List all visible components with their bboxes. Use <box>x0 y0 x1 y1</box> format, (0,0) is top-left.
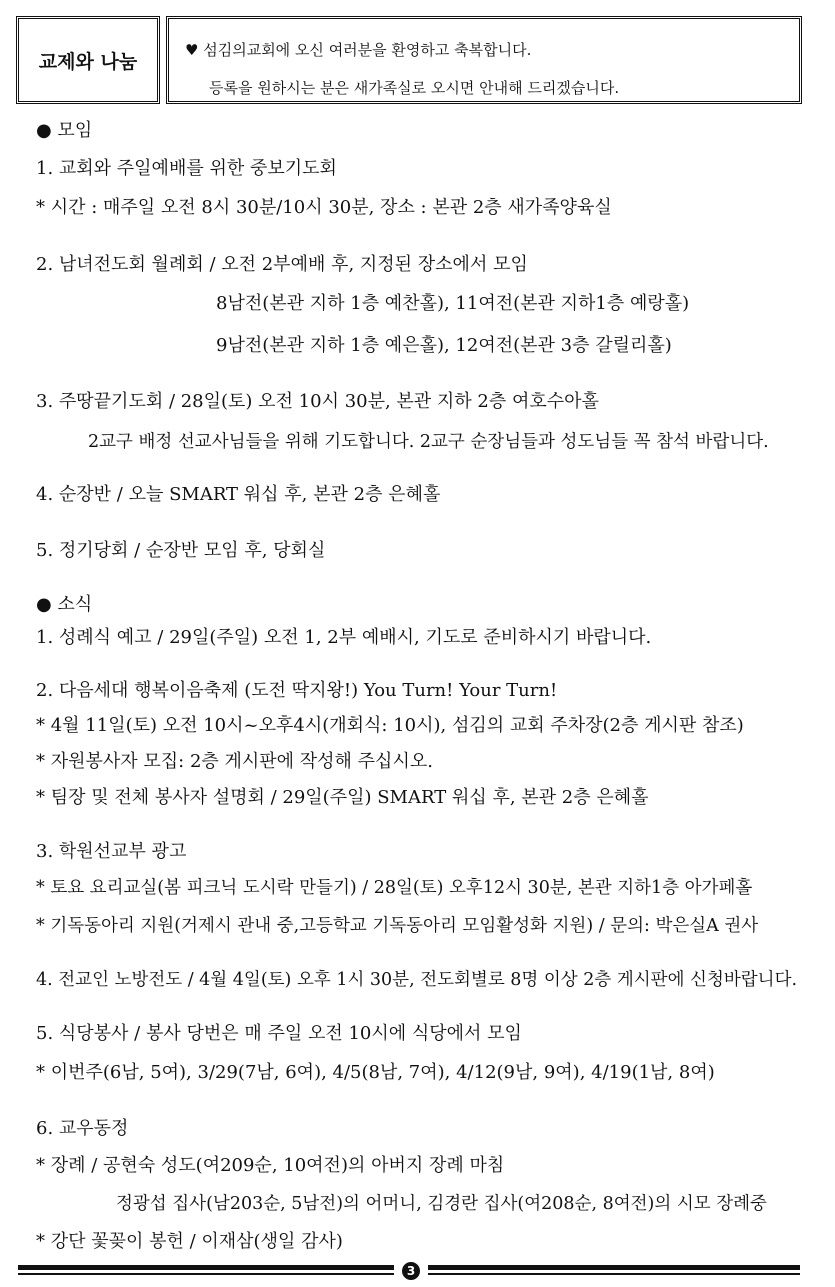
news-6: 6. 교우동정 <box>36 1118 129 1139</box>
footer-rule-left-thin <box>18 1273 394 1275</box>
news-5-detail: * 이번주(6남, 5여), 3/29(7남, 6여), 4/5(8남, 7여), 4/12(9남, 9여), 4/19(1남, 8여) <box>36 1062 715 1083</box>
heart-icon: ♥ <box>185 41 199 59</box>
welcome-line-1 <box>185 39 531 60</box>
meeting-3-detail: 2교구 배정 선교사님들을 위해 기도합니다. 2교구 순장님들과 성도님들 꼭 참석 바랍니다. <box>88 432 769 452</box>
meeting-3: 3. 주땅끝기도회 / 28일(토) 오전 10시 30분, 본관 지하 2층 여호수아홀 <box>36 391 599 412</box>
news-4: 4. 전교인 노방전도 / 4월 4일(토) 오후 1시 30분, 전도회별로 8명 이상 2층 게시판에 신청바랍니다. <box>36 970 798 990</box>
footer-rule-right <box>428 1265 800 1270</box>
news-2-detail-3: * 팀장 및 전체 봉사자 설명회 / 29일(주일) SMART 워십 후, 본관 2층 은혜홀 <box>36 787 649 808</box>
news-2-detail-1: * 4월 11일(토) 오전 10시~오후4시(개회식: 10시), 섬김의 교회 주차장(2층 게시판 참조) <box>36 715 744 736</box>
news-1: 1. 성례식 예고 / 29일(주일) 오전 1, 2부 예배시, 기도로 준비하시기 바랍니다. <box>36 627 652 648</box>
heading-news: ● 소식 <box>36 594 93 615</box>
welcome-line-2: 등록을 원하시는 분은 새가족실로 오시면 안내해 드리겠습니다. <box>209 79 620 97</box>
meeting-2-place-1: 8남전(본관 지하 1층 예찬홀), 11여전(본관 지하1층 예랑홀) <box>216 293 690 314</box>
heading-meetings: ● 모임 <box>36 120 93 141</box>
footer-rule-left <box>18 1265 394 1270</box>
news-3-detail-2: * 기독동아리 지원(거제시 관내 중,고등학교 기독동아리 모임활성화 지원) / 문의: 박은실A 권사 <box>36 916 759 936</box>
footer-rule-right-thin <box>428 1273 800 1275</box>
meeting-1: 1. 교회와 주일예배를 위한 중보기도회 <box>36 158 337 179</box>
news-6-detail-3: * 강단 꽃꽂이 봉헌 / 이재삼(생일 감사) <box>36 1231 343 1252</box>
meeting-4: 4. 순장반 / 오늘 SMART 워십 후, 본관 2층 은혜홀 <box>36 484 441 505</box>
news-6-detail-2: 정광섭 집사(남203순, 5남전)의 어머니, 김경란 집사(여208순, 8여전)의 시모 장례중 <box>116 1194 767 1214</box>
news-2-detail-2: * 자원봉사자 모집: 2층 게시판에 작성해 주십시오. <box>36 751 433 772</box>
news-2: 2. 다음세대 행복이음축제 (도전 딱지왕!) You Turn! Your Turn! <box>36 680 558 701</box>
meeting-2-place-2: 9남전(본관 지하 1층 예은홀), 12여전(본관 3층 갈릴리홀) <box>216 335 672 356</box>
section-title-box <box>16 16 160 104</box>
welcome-box <box>166 16 802 104</box>
news-5: 5. 식당봉사 / 봉사 당번은 매 주일 오전 10시에 식당에서 모임 <box>36 1023 522 1044</box>
meeting-5: 5. 정기당회 / 순장반 모임 후, 당회실 <box>36 540 326 561</box>
meeting-2: 2. 남녀전도회 월례회 / 오전 2부예배 후, 지정된 장소에서 모임 <box>36 254 528 275</box>
page-footer <box>18 1262 800 1278</box>
news-6-detail-1: * 장례 / 공현숙 성도(여209순, 10여전)의 아버지 장례 마침 <box>36 1155 505 1176</box>
news-3-detail-1: * 토요 요리교실(봄 피크닉 도시락 만들기) / 28일(토) 오후12시 30분, 본관 지하1층 아가페홀 <box>36 878 753 898</box>
news-3: 3. 학원선교부 광고 <box>36 841 187 862</box>
section-title: 교제와 나눔 <box>38 50 138 73</box>
page-number: 3 <box>402 1262 420 1280</box>
welcome-text-1: 섬김의교회에 오신 여러분을 환영하고 축복합니다. <box>203 41 532 59</box>
meeting-1-detail: * 시간 : 매주일 오전 8시 30분/10시 30분, 장소 : 본관 2층 새가족양육실 <box>36 197 612 218</box>
